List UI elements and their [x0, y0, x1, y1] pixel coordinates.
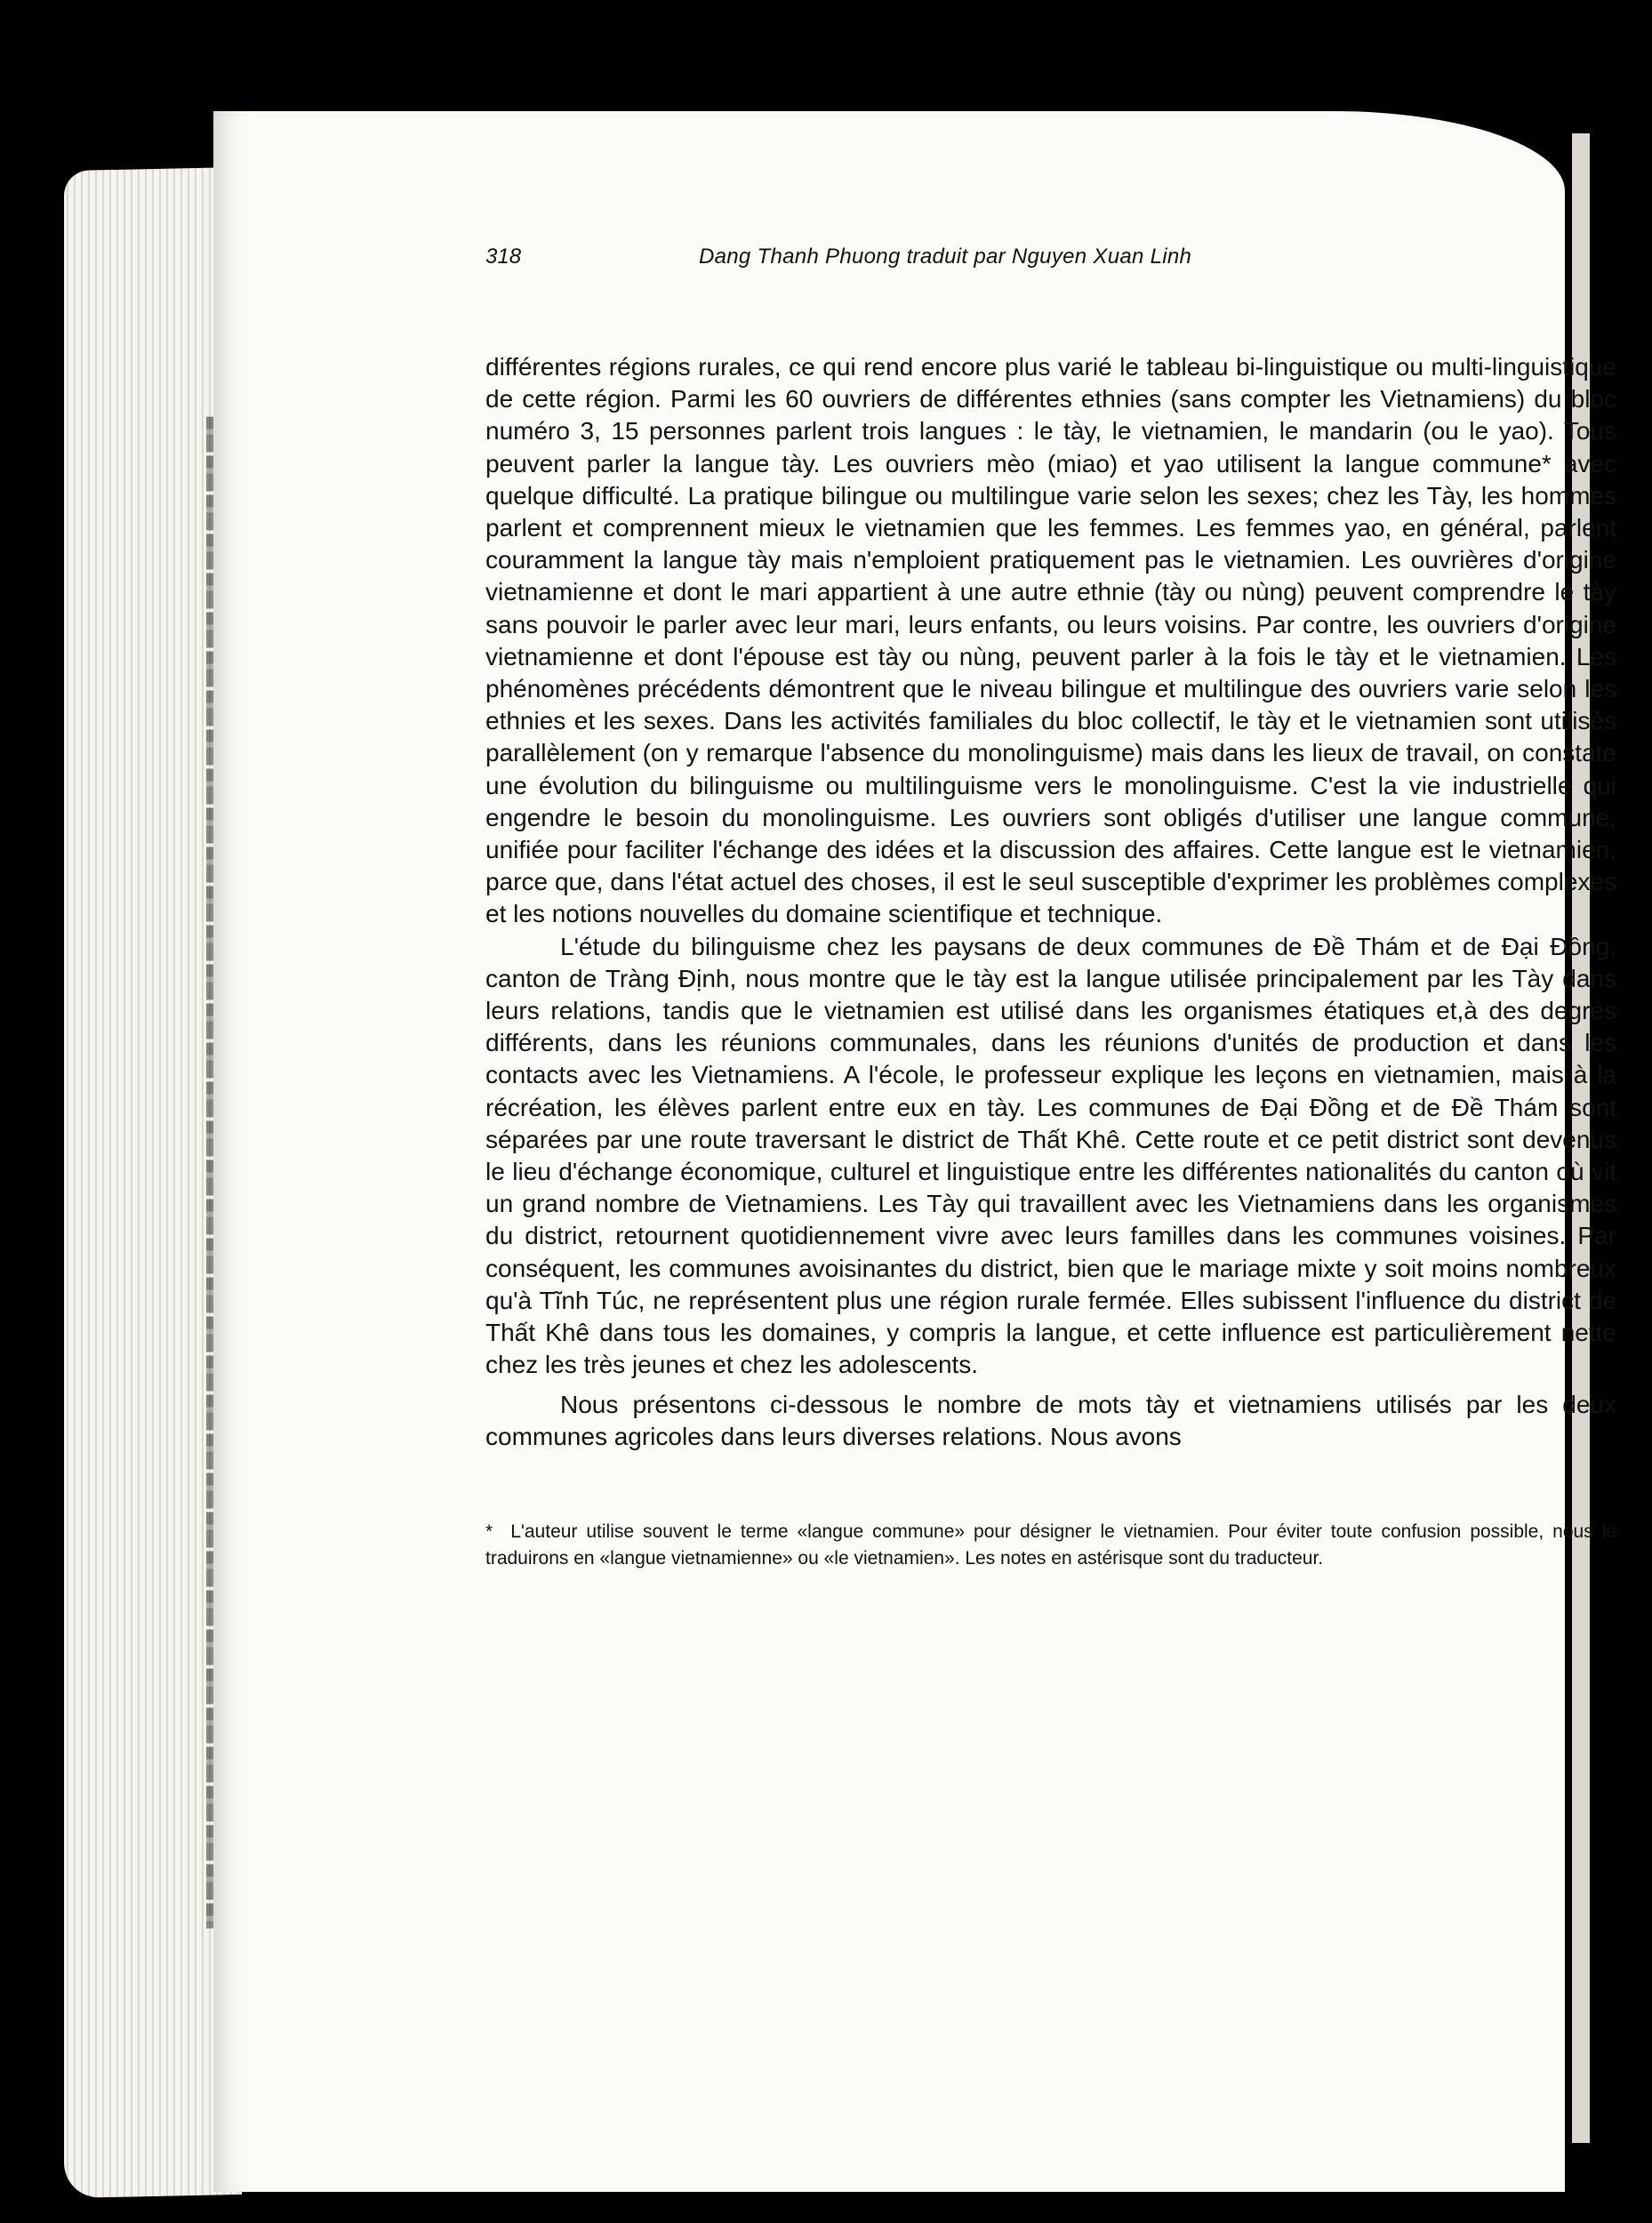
- footnote-text: L'auteur utilise souvent le terme «langue commune» pour désigner le vietnamien. Pour éviter toute confusion possible, nous le traduirons en «langue vietnamienne» ou «le vietnamien». Les notes en astérisque sont du traducteur.: [485, 1521, 1616, 1569]
- paragraph-3: Nous présentons ci-dessous le nombre de mots tày et vietnamiens utilisés par les deux communes agricoles dans leurs diverses relations. Nous avons: [485, 1390, 1616, 1450]
- page-number: 318: [485, 245, 522, 269]
- page-content: [485, 245, 1616, 1572]
- book-page: [213, 111, 1616, 2192]
- footnote-marker: *: [485, 1521, 493, 1542]
- running-header-title: Dang Thanh Phuong traduit par Nguyen Xuan Linh: [699, 245, 1192, 269]
- body-text: [485, 351, 1616, 1453]
- paragraph-2: L'étude du bilinguisme chez les paysans de deux communes de Đề Thám et de Đại Đồng, canton de Tràng Định, nous montre que le tày est la langue utilisée principalement par les Tày dans leurs relations, tandis que le vietnamien est utilisé dans les organismes étatiques et,à des degrés différents, dans les réunions communales, dans les réunions d'unités de production et dans les contacts avec les Vietnamiens. A l'école, le professeur explique les leçons en vietnamien, mais à la récréation, les élèves parlent entre eux en tày. Les communes de Đại Đồng et de Đề Thám sont séparées par une route traversant le district de Thất Khê. Cette route et ce petit district sont devenus le lieu d'échange économique, culturel et linguistique entre les différentes nationalités du canton où vit un grand nombre de Vietnamiens. Les Tày qui travaillent avec les Vietnamiens dans les organismes du district, retournent quotidiennement vivre avec leurs familles dans les communes voisines. Par conséquent, les communes avoisinantes du district, bien que le mariage mixte y soit moins nombreux qu'à Tĩnh Túc, ne représentent plus une région rurale fermée. Elles subissent l'influence du district de Thất Khê dans tous les domaines, y compris la langue, et cette influence est particulièrement nette chez les très jeunes et chez les adolescents.: [485, 932, 1616, 1379]
- running-header: [485, 245, 1616, 280]
- footnote: [485, 1519, 1616, 1572]
- paragraph-1: différentes régions rurales, ce qui rend encore plus varié le tableau bi-linguistique ou multi-linguistique de cette région. Parmi les 60 ouvriers de différentes ethnies (sans compter les Vietnamiens) du bloc numéro 3, 15 personnes parlent trois langues : le tày, le vietnamien, le mandarin (ou le yao). Tous peuvent parler la langue tày. Les ouvriers mèo (miao) et yao utilisent la langue commune* avec quelque difficulté. La pratique bilingue ou multilingue varie selon les sexes; chez les Tày, les hommes parlent et comprennent mieux le vietnamien que les femmes. Les femmes yao, en général, parlent couramment la langue tày mais n'emploient pratiquement pas le vietnamien. Les ouvrières d'origine vietnamienne et dont le mari appartient à une autre ethnie (tày ou nùng) peuvent comprendre le tày sans pouvoir le parler avec leur mari, leurs enfants, ou leurs voisins. Par contre, les ouvriers d'origine vietnamienne et dont l'épouse est tày ou nùng, peuvent parler à la fois le tày et le vietnamien. Les phénomènes précédents démontrent que le niveau bilingue et multilingue des ouvriers varie selon les ethnies et les sexes. Dans les activités familiales du bloc collectif, le tày et le vietnamien sont utilisés parallèlement (on y remarque l'absence du monolinguisme) mais dans les lieux de travail, on constate une évolution du bilinguisme ou multilinguisme vers le monolinguisme. C'est la vie industrielle qui engendre le besoin du monolinguisme. Les ouvriers sont obligés d'utiliser une langue commune, unifiée pour faciliter l'échange des idées et la discussion des affaires. Cette langue est le vietnamien, parce que, dans l'état actuel des choses, il est le seul susceptible d'exprimer les problèmes complexes et les notions nouvelles du domaine scientifique et technique.: [485, 353, 1616, 928]
